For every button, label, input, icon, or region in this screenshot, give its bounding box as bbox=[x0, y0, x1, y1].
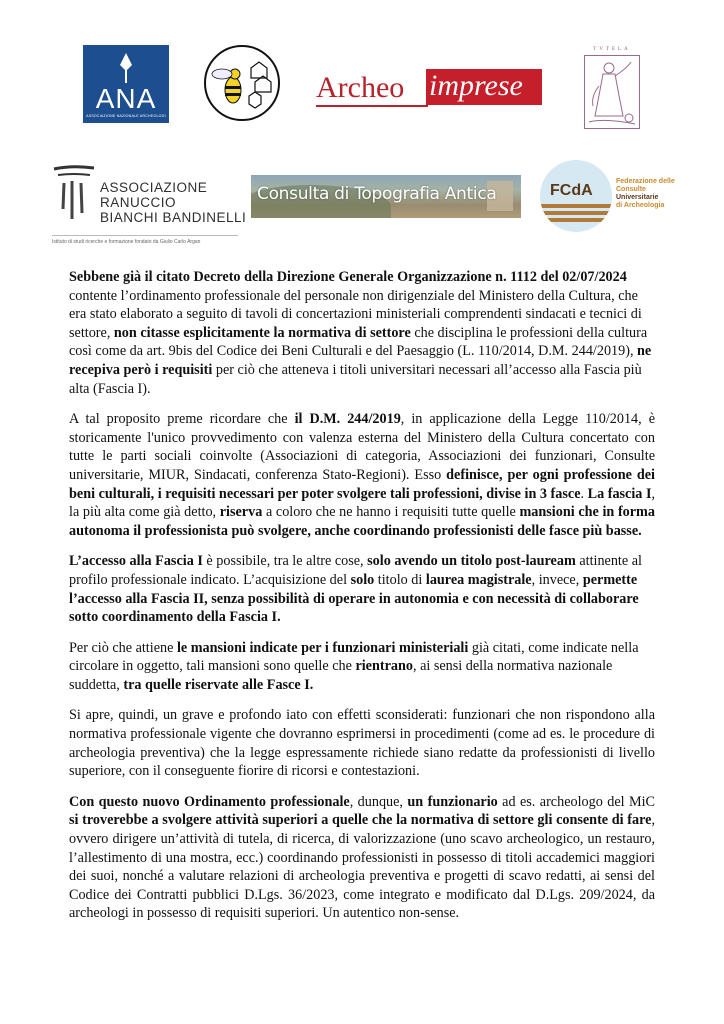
text: , dunque, bbox=[349, 793, 408, 810]
bold-text: solo avendo un titolo post-lauream bbox=[367, 553, 576, 570]
text: Si apre, quindi, un grave e profondo iato con effetti sconsiderati: funzionari che non rispondono alla normativa professionale vigente che dovranno esprimersi in procedimenti (come ad es. le procedure di archeologia preventiva) che la legge espressamente richiede siano redatte da professionisti di livello superiore, con il conseguente fiorire di ricorsi e contestazioni. bbox=[69, 707, 655, 780]
fcda-name-line1: Federazione delle bbox=[616, 178, 675, 185]
text: a coloro che ne hanno i requisiti tutte quelle bbox=[262, 504, 520, 521]
paragraph bbox=[69, 639, 655, 695]
classical-figure-icon bbox=[585, 56, 639, 128]
tutela-logo bbox=[582, 46, 642, 130]
text: ad es. archeologo del MiC bbox=[497, 793, 655, 810]
bold-text: tra quelle riservate alle Fasce I. bbox=[123, 676, 314, 693]
fcda-logo bbox=[540, 160, 680, 232]
archeoimprese-underline bbox=[316, 105, 428, 107]
bold-text: le mansioni indicate per i funzionari ministeriali bbox=[176, 639, 469, 656]
bold-text: un funzionario bbox=[407, 793, 498, 810]
stratum-band bbox=[540, 211, 612, 215]
bold-text: laurea magistrale bbox=[425, 571, 532, 588]
text: , invece, bbox=[531, 571, 583, 588]
fcda-name-line3: Universitarie bbox=[616, 194, 659, 201]
text: A tal proposito preme ricordare che bbox=[69, 411, 295, 428]
trowel-icon bbox=[120, 53, 132, 83]
bold-text: ne recepiva però i requisiti bbox=[69, 343, 652, 378]
bold-text: mansioni che in forma autonoma il professionista può svolgere, anche coordinando professionisti delle fasce più basse. bbox=[69, 504, 655, 539]
tutela-engraving bbox=[584, 55, 640, 129]
fcda-name-line2: Consulte bbox=[616, 186, 646, 193]
text: Per ciò che attiene bbox=[69, 639, 177, 656]
tutela-header: TVTELA bbox=[593, 47, 631, 52]
bold-text: definisce, per ogni professione dei beni culturali, i requisiti necessari per poter svolgere tali professioni, divise in 3 fasce bbox=[69, 466, 655, 502]
text: , la più alta come già detto, bbox=[69, 485, 656, 521]
bold-text: permette l’accesso alla Fascia II, senza possibilità di operare in autonomia e con necessità di collaborare sotto coordinamento della Fascia I. bbox=[69, 571, 639, 626]
bold-text: solo bbox=[350, 571, 375, 588]
text: . bbox=[580, 485, 588, 502]
paragraph bbox=[69, 552, 655, 626]
archeoimprese-left: Archeo bbox=[316, 71, 405, 104]
text: titolo di bbox=[374, 571, 426, 588]
fcda-name-line4: di Archeologia bbox=[616, 202, 665, 209]
bianchi-bandinelli-line1: ASSOCIAZIONE bbox=[100, 180, 208, 195]
text: , ovvero dirigere un’attività di tutela, di ricerca, di valorizzazione (uno scavo archeologico, un restauro, l’allestimento di una mostra, ecc.) coordinando professionisti in possesso di titoli accademici maggiori dei suoi, nonché a valutare relazioni di archeologia preventiva e progetti di scavo redatti, ai sensi del Codice dei Contratti pubblici D.Lgs. 36/2023, come integrato e modificato dal D.Lgs. 209/2024, da archeologi in possesso di requisiti superiori. Un autentico non-sense. bbox=[69, 812, 655, 922]
bold-text: il D.M. 244/2019 bbox=[294, 411, 401, 428]
archeologi-pubblico-impiego-logo bbox=[203, 44, 281, 122]
archeoimprese-right: imprese bbox=[426, 69, 542, 105]
bold-text: Sebbene già il citato Decreto della Direzione Generale Organizzazione n. 1112 del 02/07/2024 bbox=[69, 269, 627, 285]
fcda-full-name bbox=[616, 178, 675, 210]
text: , in applicazione della Legge 110/2014, è storicamente l'unico provvedimento con valenza esterna del Ministero della Cultura concertato con tutte le parti sociali coinvolte (Associazioni di categoria, Associazioni dei funzionari, Consulte universitarie, MIUR, Sindacati, conferenza Stato-Regioni). Esso bbox=[69, 411, 655, 483]
text: per ciò che atteneva i titoli universitari necessari all’accesso alla Fascia più alta (Fascia I). bbox=[69, 361, 642, 397]
bold-text: si troverebbe a svolgere attività superiori a quelle che la normativa di settore gli consente di fare bbox=[69, 812, 652, 829]
paragraph bbox=[69, 410, 655, 540]
bianchi-bandinelli-logo bbox=[52, 165, 247, 247]
stratum-band bbox=[540, 218, 612, 222]
ana-acronym: ANA bbox=[95, 83, 157, 114]
text: contente l’ordinamento professionale del personale non dirigenziale del Ministero della Cultura, che era stato elaborato a seguito di tavoli di concertazioni ministeriali comprendenti sindacati e tecnici di settore, bbox=[69, 287, 642, 341]
fcda-acronym: FCdA bbox=[550, 182, 593, 199]
bold-text: non citasse esplicitamente la normativa di settore bbox=[113, 324, 411, 341]
bee-icon bbox=[203, 44, 281, 122]
stratum-band bbox=[540, 204, 612, 208]
paragraph bbox=[69, 706, 655, 780]
bold-text: riserva bbox=[219, 504, 263, 521]
divider bbox=[52, 235, 238, 236]
archeoimprese-logo bbox=[314, 67, 544, 111]
bold-text: L’accesso alla Fascia I bbox=[69, 553, 203, 570]
text: già citati, come indicate nella circolare in oggetto, tali mansioni sono quelle che bbox=[69, 639, 639, 675]
bianchi-bandinelli-subtitle: Istituto di studi ricerche e formazione fondato da Giulio Carlo Argan bbox=[52, 239, 201, 245]
bold-text: rientrano bbox=[355, 658, 413, 675]
text: è possibile, tra le altre cose, bbox=[202, 553, 368, 570]
text: , ai sensi della normativa nazionale suddetta, bbox=[69, 658, 613, 693]
bold-text: La fascia I bbox=[587, 485, 652, 502]
bianchi-bandinelli-line3: BIANCHI BANDINELLI bbox=[100, 210, 247, 225]
fcda-emblem bbox=[540, 160, 612, 232]
consulta-title: Consulta di Topografia Antica bbox=[257, 184, 497, 204]
ana-logo bbox=[83, 45, 169, 123]
bold-text: Con questo nuovo Ordinamento professionale bbox=[69, 793, 350, 810]
text: attinente al profilo professionale indicato. L’acquisizione del bbox=[69, 553, 642, 588]
text: che disciplina le professioni della cultura così come da art. 9bis del Codice dei Beni Culturali e del Paesaggio (L. 110/2014, D.M. 244/2019), bbox=[69, 324, 648, 360]
paragraph bbox=[69, 793, 655, 923]
column-icon bbox=[52, 165, 96, 225]
bianchi-bandinelli-line2: RANUCCIO bbox=[100, 195, 177, 210]
consulta-topografia-antica-logo bbox=[251, 175, 521, 218]
ana-subtitle: ASSOCIAZIONE NAZIONALE ARCHEOLOGI bbox=[86, 114, 166, 118]
bianchi-bandinelli-name bbox=[100, 180, 246, 225]
document-body bbox=[69, 268, 655, 935]
paragraph bbox=[69, 268, 655, 398]
